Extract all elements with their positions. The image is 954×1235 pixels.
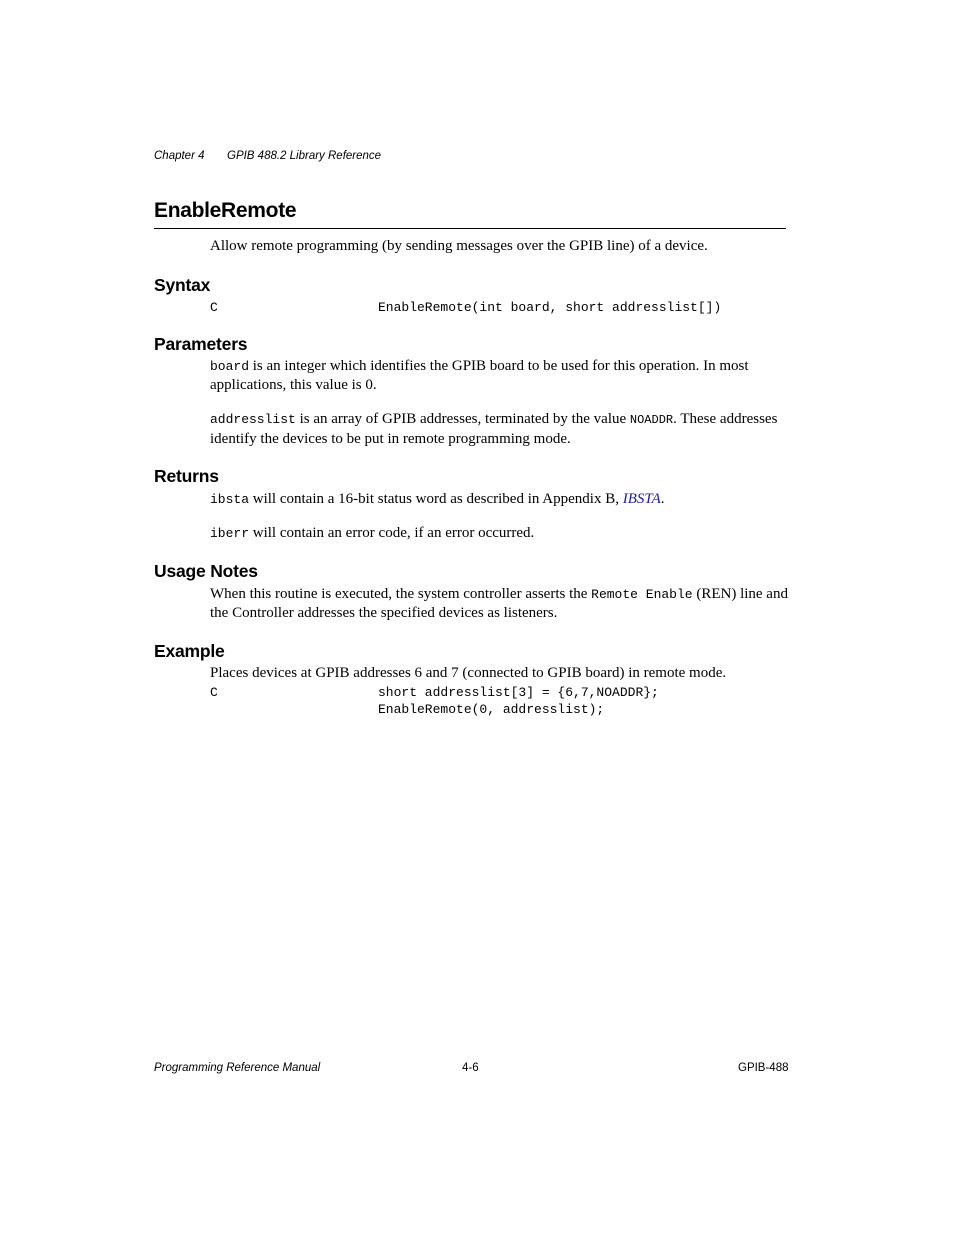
example-code-line-2: EnableRemote(0, addresslist); bbox=[378, 702, 605, 717]
returns-ibsta-name: ibsta bbox=[210, 492, 250, 507]
returns-iberr-text: will contain an error code, if an error occurred. bbox=[249, 525, 535, 541]
param-board-name: board bbox=[210, 359, 250, 374]
returns-ibsta-text: will contain a 16-bit status word as described in Appendix B, bbox=[249, 491, 623, 507]
returns-ibsta-paragraph bbox=[210, 490, 790, 509]
footer-page-number: 4-6 bbox=[462, 1062, 479, 1074]
usage-notes-remote-enable: Remote Enable bbox=[591, 587, 693, 602]
usage-notes-text-2: (REN) line and the Controller addresses the specified devices as listeners. bbox=[210, 586, 788, 621]
param-board-paragraph bbox=[210, 357, 790, 395]
returns-iberr-name: iberr bbox=[210, 526, 250, 541]
title-rule bbox=[154, 228, 786, 229]
example-language: C bbox=[210, 685, 218, 700]
footer-product: GPIB-488 bbox=[738, 1062, 789, 1074]
param-noaddr: NOADDR bbox=[629, 413, 674, 427]
syntax-heading: Syntax bbox=[154, 275, 211, 295]
ibsta-link[interactable]: IBSTA bbox=[622, 491, 661, 507]
param-addresslist-text-2: . These addresses identify the devices to be put in remote programming mode. bbox=[210, 411, 778, 447]
header-section: GPIB 488.2 Library Reference bbox=[227, 150, 382, 162]
header-chapter: Chapter 4 bbox=[154, 150, 205, 162]
param-board-text: is an integer which identifies the GPIB board to be used for this operation. In most applications, this value is 0. bbox=[210, 358, 749, 393]
usage-notes-heading: Usage Notes bbox=[154, 561, 258, 581]
page-title: EnableRemote bbox=[154, 199, 297, 222]
example-text: Places devices at GPIB addresses 6 and 7 (connected to GPIB board) in remote mode. bbox=[210, 665, 727, 681]
param-addresslist-text-1: is an array of GPIB addresses, terminated by the value bbox=[295, 411, 630, 427]
param-addresslist-paragraph bbox=[210, 410, 790, 449]
returns-iberr-paragraph bbox=[210, 524, 790, 543]
footer-manual-title: Programming Reference Manual bbox=[154, 1062, 321, 1074]
parameters-heading: Parameters bbox=[154, 334, 248, 354]
intro-text: Allow remote programming (by sending messages over the GPIB line) of a device. bbox=[210, 238, 708, 254]
param-addresslist-name: addresslist bbox=[210, 412, 296, 427]
syntax-code: EnableRemote(int board, short addresslist[]) bbox=[378, 300, 722, 315]
usage-notes-paragraph bbox=[210, 585, 790, 623]
syntax-language: C bbox=[210, 300, 218, 315]
returns-heading: Returns bbox=[154, 466, 219, 486]
example-code-line-1: short addresslist[3] = {6,7,NOADDR}; bbox=[378, 685, 659, 700]
returns-ibsta-end: . bbox=[660, 491, 665, 507]
usage-notes-text-1: When this routine is executed, the system controller asserts the bbox=[210, 586, 592, 602]
example-heading: Example bbox=[154, 641, 225, 661]
